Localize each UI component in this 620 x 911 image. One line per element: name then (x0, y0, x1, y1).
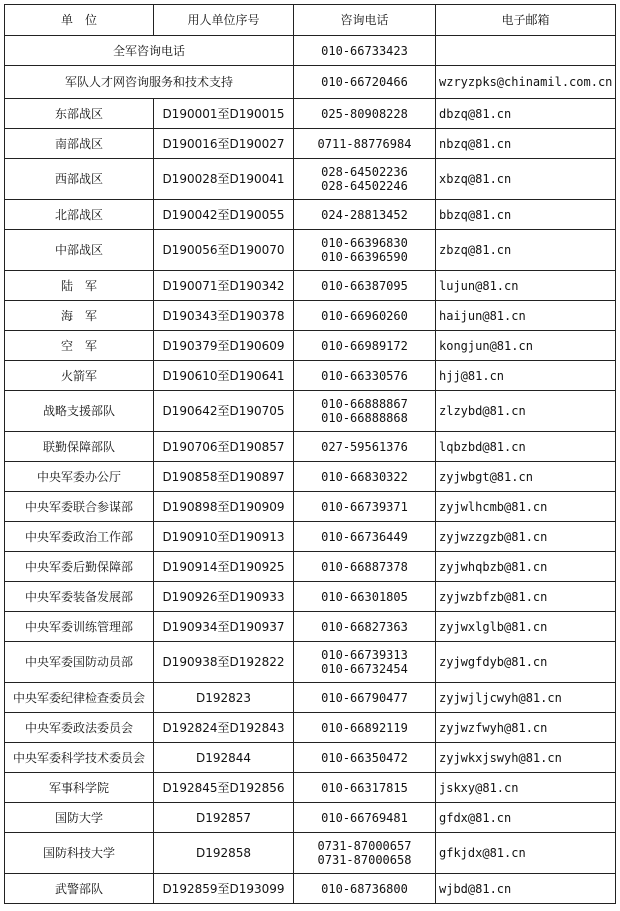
phone-cell (294, 331, 436, 361)
phone-cell (294, 361, 436, 391)
table-row (5, 36, 616, 66)
unit-cell: 中央军委联合参谋部 (5, 492, 154, 522)
unit-cell: 西部战区 (5, 159, 154, 200)
code-cell: D190898至D190909 (154, 492, 294, 522)
unit-cell: 北部战区 (5, 200, 154, 230)
table-row (5, 331, 616, 361)
phone-cell (294, 612, 436, 642)
header-unit: 单 位 (5, 5, 154, 36)
phone-number: 010-66790477 (321, 690, 408, 705)
phone-cell (294, 874, 436, 904)
phone-number: 0731-87000657 (317, 839, 412, 853)
phone-number: 010-66989172 (321, 338, 408, 353)
unit-cell: 东部战区 (5, 99, 154, 129)
phone-number: 010-66720466 (321, 75, 408, 89)
email-cell: hjj@81.cn (436, 361, 616, 391)
phone-cell (294, 99, 436, 129)
code-cell: D192844 (154, 743, 294, 773)
code-cell: D192858 (154, 833, 294, 874)
phone-number: 024-28813452 (321, 207, 408, 222)
code-cell: D190379至D190609 (154, 331, 294, 361)
table-row (5, 522, 616, 552)
table-row (5, 159, 616, 200)
unit-cell: 南部战区 (5, 129, 154, 159)
phone-number: 010-66396590 (321, 250, 408, 264)
table-row (5, 66, 616, 99)
unit-cell: 中央军委纪律检查委员会 (5, 683, 154, 713)
unit-cell: 中央军委科学技术委员会 (5, 743, 154, 773)
table-row (5, 773, 616, 803)
phone-cell (294, 391, 436, 432)
unit-cell: 中央军委后勤保障部 (5, 552, 154, 582)
code-cell: D190016至D190027 (154, 129, 294, 159)
unit-cell: 中央军委训练管理部 (5, 612, 154, 642)
unit-cell: 火箭军 (5, 361, 154, 391)
unit-cell: 空 军 (5, 331, 154, 361)
email-cell: gfkjdx@81.cn (436, 833, 616, 874)
phone-number: 010-66769481 (321, 810, 408, 825)
unit-cell: 全军咨询电话 (5, 36, 294, 66)
unit-cell: 中央军委国防动员部 (5, 642, 154, 683)
phone-cell (294, 159, 436, 200)
email-cell: lujun@81.cn (436, 271, 616, 301)
phone-number: 027-59561376 (321, 439, 408, 454)
phone-number: 010-66387095 (321, 278, 408, 293)
header-phone: 咨询电话 (294, 5, 436, 36)
email-cell: wzryzpks@chinamil.com.cn (436, 66, 616, 99)
code-cell: D190071至D190342 (154, 271, 294, 301)
email-cell: gfdx@81.cn (436, 803, 616, 833)
email-cell: wjbd@81.cn (436, 874, 616, 904)
code-cell: D190042至D190055 (154, 200, 294, 230)
header-email: 电子邮箱 (436, 5, 616, 36)
watermark (432, 884, 612, 898)
table-row (5, 743, 616, 773)
phone-cell (294, 462, 436, 492)
phone-cell (294, 432, 436, 462)
table-row (5, 432, 616, 462)
email-cell: zyjwzbfzb@81.cn (436, 582, 616, 612)
unit-cell: 战略支援部队 (5, 391, 154, 432)
header-row (5, 5, 616, 36)
email-cell: zyjwkxjswyh@81.cn (436, 743, 616, 773)
phone-cell (294, 743, 436, 773)
contact-table (4, 4, 616, 904)
code-cell: D190001至D190015 (154, 99, 294, 129)
phone-number: 010-66827363 (321, 619, 408, 634)
phone-number: 025-80908228 (321, 106, 408, 121)
phone-cell (294, 642, 436, 683)
code-cell: D190343至D190378 (154, 301, 294, 331)
phone-cell (294, 230, 436, 271)
table-row (5, 200, 616, 230)
email-cell: lqbzbd@81.cn (436, 432, 616, 462)
phone-cell (294, 301, 436, 331)
email-cell: zlzybd@81.cn (436, 391, 616, 432)
table-row (5, 582, 616, 612)
code-cell: D192824至D192843 (154, 713, 294, 743)
code-cell: D190610至D190641 (154, 361, 294, 391)
code-cell: D190934至D190937 (154, 612, 294, 642)
code-cell: D190706至D190857 (154, 432, 294, 462)
code-cell: D192845至D192856 (154, 773, 294, 803)
phone-number: 010-66732454 (321, 662, 408, 676)
phone-number: 010-66736449 (321, 529, 408, 544)
phone-cell (294, 66, 436, 99)
table-row (5, 492, 616, 522)
email-cell: zyjwbgt@81.cn (436, 462, 616, 492)
unit-cell: 军事科学院 (5, 773, 154, 803)
unit-cell: 中央军委政法委员会 (5, 713, 154, 743)
table-row (5, 391, 616, 432)
unit-cell: 中央军委装备发展部 (5, 582, 154, 612)
phone-number: 010-66350472 (321, 750, 408, 765)
table-row (5, 271, 616, 301)
phone-number: 010-66301805 (321, 589, 408, 604)
phone-number: 010-66396830 (321, 236, 408, 250)
code-cell: D192823 (154, 683, 294, 713)
email-cell (436, 36, 616, 66)
table-row (5, 129, 616, 159)
email-cell: zyjwzfwyh@81.cn (436, 713, 616, 743)
phone-number: 010-66830322 (321, 469, 408, 484)
phone-cell (294, 271, 436, 301)
table-row (5, 713, 616, 743)
unit-cell: 国防科技大学 (5, 833, 154, 874)
phone-number: 028-64502246 (321, 179, 408, 193)
unit-cell: 中央军委办公厅 (5, 462, 154, 492)
code-cell: D190910至D190913 (154, 522, 294, 552)
email-cell: dbzq@81.cn (436, 99, 616, 129)
phone-number: 0711-88776984 (317, 136, 412, 151)
phone-cell (294, 492, 436, 522)
table-row (5, 683, 616, 713)
table-row (5, 552, 616, 582)
phone-cell (294, 773, 436, 803)
code-cell: D190938至D192822 (154, 642, 294, 683)
email-cell: zyjwgfdyb@81.cn (436, 642, 616, 683)
table-row (5, 833, 616, 874)
email-cell: zyjwhqbzb@81.cn (436, 552, 616, 582)
code-cell: D190028至D190041 (154, 159, 294, 200)
unit-cell: 海 军 (5, 301, 154, 331)
code-cell: D192859至D193099 (154, 874, 294, 904)
phone-cell (294, 803, 436, 833)
phone-cell (294, 683, 436, 713)
code-cell: D192857 (154, 803, 294, 833)
email-cell: kongjun@81.cn (436, 331, 616, 361)
email-cell: xbzq@81.cn (436, 159, 616, 200)
table-row (5, 803, 616, 833)
table-row (5, 301, 616, 331)
email-cell: zyjwlhcmb@81.cn (436, 492, 616, 522)
email-cell: haijun@81.cn (436, 301, 616, 331)
email-cell: nbzq@81.cn (436, 129, 616, 159)
phone-number: 010-66739371 (321, 499, 408, 514)
unit-cell: 武警部队 (5, 874, 154, 904)
phone-number: 010-66317815 (321, 780, 408, 795)
email-cell: zyjwjljcwyh@81.cn (436, 683, 616, 713)
phone-number: 010-66892119 (321, 720, 408, 735)
phone-number: 010-66960260 (321, 308, 408, 323)
table-row (5, 99, 616, 129)
phone-number: 010-66330576 (321, 368, 408, 383)
email-cell: bbzq@81.cn (436, 200, 616, 230)
phone-number: 010-66733423 (321, 43, 408, 58)
code-cell: D190926至D190933 (154, 582, 294, 612)
table-row (5, 462, 616, 492)
table-row (5, 612, 616, 642)
phone-cell (294, 582, 436, 612)
email-cell: zyjwzzgzb@81.cn (436, 522, 616, 552)
phone-cell (294, 713, 436, 743)
code-cell: D190642至D190705 (154, 391, 294, 432)
table-body (5, 36, 616, 904)
phone-number: 010-66888867 (321, 397, 408, 411)
phone-number: 010-68736800 (321, 881, 408, 896)
phone-cell (294, 129, 436, 159)
phone-number: 0731-87000658 (317, 853, 412, 867)
email-cell: jskxy@81.cn (436, 773, 616, 803)
unit-cell: 中央军委政治工作部 (5, 522, 154, 552)
table-row (5, 230, 616, 271)
phone-cell (294, 200, 436, 230)
email-cell: zyjwxlglb@81.cn (436, 612, 616, 642)
unit-cell: 中部战区 (5, 230, 154, 271)
table-row (5, 642, 616, 683)
unit-cell: 国防大学 (5, 803, 154, 833)
phone-cell (294, 36, 436, 66)
table-row (5, 361, 616, 391)
unit-cell: 联勤保障部队 (5, 432, 154, 462)
header-code: 用人单位序号 (154, 5, 294, 36)
phone-cell (294, 522, 436, 552)
phone-number: 028-64502236 (321, 165, 408, 179)
phone-cell (294, 833, 436, 874)
phone-number: 010-66739313 (321, 648, 408, 662)
unit-cell: 军队人才网咨询服务和技术支持 (5, 66, 294, 99)
code-cell: D190914至D190925 (154, 552, 294, 582)
code-cell: D190056至D190070 (154, 230, 294, 271)
phone-cell (294, 552, 436, 582)
phone-number: 010-66888868 (321, 411, 408, 425)
phone-number: 010-66887378 (321, 559, 408, 574)
code-cell: D190858至D190897 (154, 462, 294, 492)
unit-cell: 陆 军 (5, 271, 154, 301)
email-cell: zbzq@81.cn (436, 230, 616, 271)
